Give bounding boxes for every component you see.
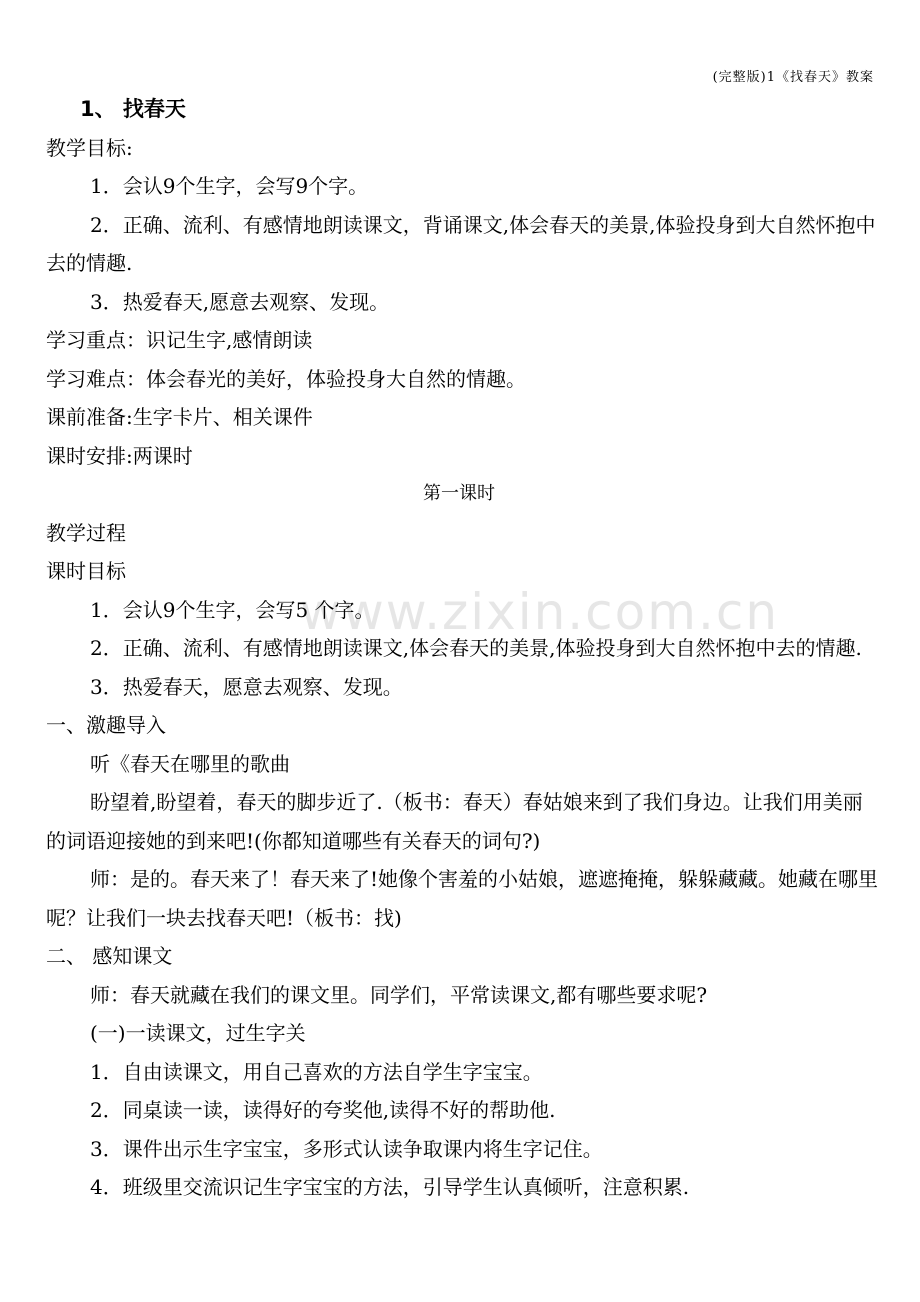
- section-heading: 一、激趣导入: [46, 713, 166, 737]
- list-item: 3．课件出示生字宝宝，多形式认读争取课内将生字记住。: [90, 1136, 603, 1161]
- subsection-heading: (一)一读课文，过生字关: [90, 1021, 306, 1045]
- page-header: (完整版)1《找春天》教案: [712, 70, 874, 85]
- list-item: 2．同桌读一读，读得好的夸奖他,读得不好的帮助他.: [90, 1098, 556, 1122]
- document-body: [46, 90, 882, 1207]
- section-heading: 学习重点：识记生字,感情朗读: [46, 328, 313, 352]
- section-heading: 教学过程: [46, 520, 126, 545]
- section-heading: 课时目标: [46, 559, 126, 583]
- section-heading: 课时安排:两课时: [46, 443, 193, 468]
- list-item: 1．会认9个生字，会写5 个字。: [90, 597, 375, 622]
- section-heading: 学习难点：体会春光的美好，体验投身大自然的情趣。: [46, 366, 526, 391]
- paragraph: 师：是的。春天来了！春天来了!她像个害羞的小姑娘，遮遮掩掩，躲躲藏藏。她藏在哪里呢？让我们一块去找春天吧!（板书：找): [46, 867, 879, 930]
- list-item: 3．热爱春天,愿意去观察、发现。: [90, 289, 390, 314]
- list-item: 1．会认9个生字，会写9个字。: [90, 174, 369, 198]
- section-heading: 教学目标:: [46, 135, 133, 160]
- period-heading: 第一课时: [423, 483, 495, 504]
- section-heading: 二、 感知课文: [46, 944, 173, 968]
- watermark: www.zixin.com.cn: [300, 583, 780, 641]
- section-heading: 课前准备:生字卡片、相关课件: [46, 405, 313, 429]
- paragraph: 师：春天就藏在我们的课文里。同学们，平常读课文,都有哪些要求呢?: [90, 982, 708, 1007]
- paragraph: 2．正确、流利、有感情地朗读课文,体会春天的美景,体验投身到大自然怀抱中去的情趣.: [90, 636, 862, 660]
- lesson-title: 1、 找春天: [80, 97, 186, 121]
- list-item: 1．自由读课文，用自己喜欢的方法自学生字宝宝。: [90, 1059, 543, 1084]
- paragraph: 2．正确、流利、有感情地朗读课文，背诵课文,体会春天的美景,体验投身到大自然怀抱中去的情趣.: [46, 212, 876, 275]
- paragraph: 盼望着,盼望着，春天的脚步近了.（板书：春天）春姑娘来到了我们身边。让我们用美丽的词语迎接她的到来吧!(你都知道哪些有关春天的词句?): [46, 790, 863, 853]
- list-item: 3．热爱春天，愿意去观察、发现。: [90, 674, 403, 699]
- paragraph: 听《春天在哪里的歌曲: [90, 751, 290, 776]
- list-item: 4．班级里交流识记生字宝宝的方法，引导学生认真倾听，注意积累.: [90, 1175, 690, 1199]
